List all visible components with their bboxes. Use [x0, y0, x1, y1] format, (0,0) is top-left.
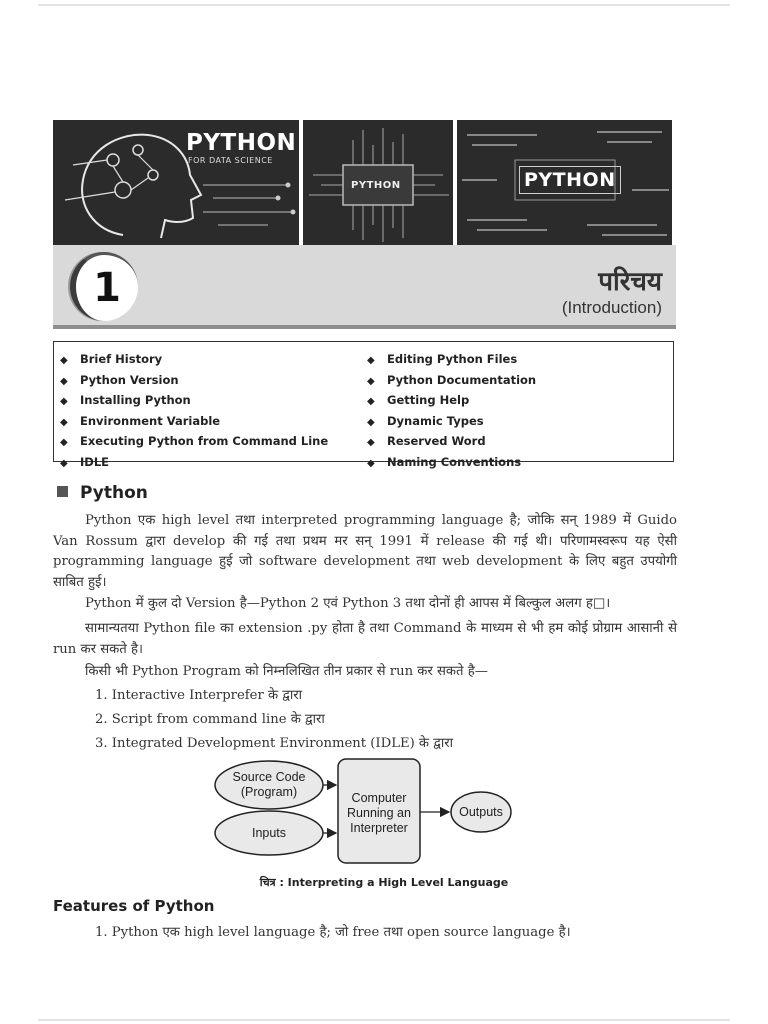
banner-code-title: PYTHON [519, 166, 621, 194]
chapter-topics-box [53, 341, 674, 469]
topic-item: ◆ Python Documentation [367, 371, 536, 392]
list-item: 1. Interactive Interprefer के द्वारा [95, 688, 303, 703]
diamond-bullet-icon: ◆ [367, 355, 375, 366]
topic-item: ◆ Executing Python from Command Line [60, 432, 328, 453]
chapter-title: परिचय [598, 267, 662, 297]
banner-chip-title: PYTHON [351, 180, 401, 191]
diamond-bullet-icon: ◆ [367, 396, 375, 408]
chapter-banner [53, 120, 676, 245]
diamond-bullet-icon: ◆ [367, 416, 375, 428]
paragraph-extension: सामान्यतया Python file का extension .py होता है तथा Command के माध्यम से भी हम कोई प्रोग्राम आसानी से run कर सकते है। [53, 621, 677, 657]
source-code-label-2: (Program) [240, 785, 298, 799]
topic-item: ◆ Getting Help [367, 391, 536, 412]
paragraph-versions: Python में कुल दो Version है—Python 2 एवं Python 3 तथा दोनों ही आपस में बिल्कुल अलग ह□। [85, 596, 611, 611]
chapter-number: 1 [70, 252, 138, 321]
inputs-label: Inputs [251, 826, 287, 840]
bottom-divider [38, 1019, 730, 1021]
list-item: 2. Script from command line के द्वारा [95, 712, 325, 727]
diamond-bullet-icon: ◆ [60, 396, 68, 408]
topic-item: ◆ Editing Python Files [367, 350, 536, 371]
chapter-subtitle: (Introduction) [561, 298, 662, 317]
banner-panel-code [457, 120, 672, 245]
diamond-bullet-icon: ◆ [367, 457, 375, 469]
interpreter-diagram [213, 757, 513, 869]
diamond-bullet-icon: ◆ [367, 437, 375, 449]
banner-panel-chip [303, 120, 453, 245]
topic-item: ◆ Dynamic Types [367, 412, 536, 433]
topic-item: ◆ Naming Conventions [367, 453, 536, 474]
diamond-bullet-icon: ◆ [60, 416, 68, 428]
list-item: 3. Integrated Development Environment (IDLE) के द्वारा [95, 736, 454, 751]
features-heading: Features of Python [53, 897, 215, 915]
diamond-bullet-icon: ◆ [60, 437, 68, 449]
outputs-label: Outputs [459, 805, 503, 819]
diamond-bullet-icon: ◆ [60, 355, 68, 366]
topic-item: ◆ Python Version [60, 371, 328, 392]
top-divider [38, 4, 730, 6]
computer-label: Computer [351, 791, 407, 805]
topic-item: ◆ Environment Variable [60, 412, 328, 433]
topic-item: ◆ Installing Python [60, 391, 328, 412]
section-heading-text: Python [80, 483, 148, 503]
diamond-bullet-icon: ◆ [367, 375, 375, 387]
diamond-bullet-icon: ◆ [60, 375, 68, 387]
computer-label-2: Running an [347, 806, 411, 820]
diamond-bullet-icon: ◆ [60, 457, 68, 469]
computer-label-3: Interpreter [350, 821, 408, 835]
source-code-label: Source Code [232, 770, 306, 784]
topic-item: ◆ Brief History [60, 350, 328, 371]
square-icon [57, 486, 68, 497]
paragraph-run-methods: किसी भी Python Program को निम्नलिखित तीन प्रकार से run कर सकते है— [85, 664, 488, 679]
topic-item: ◆ IDLE [60, 453, 328, 474]
banner-python-title: PYTHON [186, 130, 297, 156]
section-heading [57, 483, 148, 503]
banner-data-science-subtitle: FOR DATA SCIENCE [188, 156, 273, 165]
paragraph-intro: Python एक high level तथा interpreted programming language है; जोकि सन् 1989 में Guido Van Rossum द्वारा develop की गई तथा प्रथम मर सन् 1991 में release की गई थी। परिणामस्वरूप यह ऐसी programming language हुई जो software development तथा web development के लिए बहुत उपयोगी साबित हुई। [53, 513, 677, 590]
topics-left-column [60, 350, 328, 474]
topic-item: ◆ Reserved Word [367, 432, 536, 453]
topics-right-column [367, 350, 536, 474]
banner-panel-data-science [53, 120, 299, 245]
figure-caption: चित्र : Interpreting a High Level Language [259, 876, 509, 889]
feature-item: 1. Python एक high level language है; जो free तथा open source language है। [95, 925, 571, 940]
